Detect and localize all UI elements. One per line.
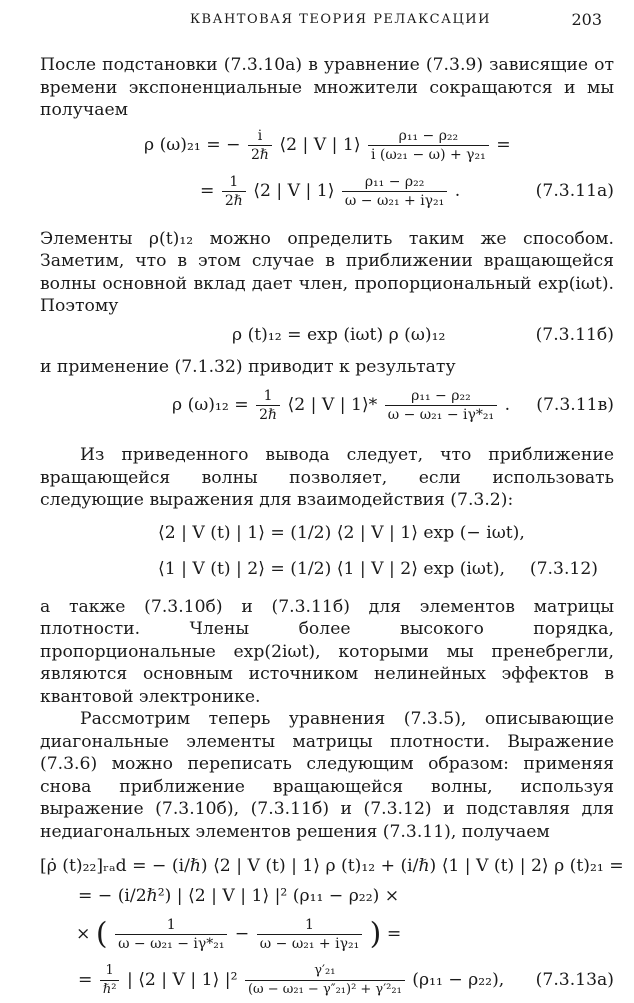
equation-number: (7.3.11a) [535, 180, 614, 201]
equation-7-3-11a-line-1 [40, 122, 614, 168]
eq-text: ⟨2 | V | 1⟩* [287, 395, 378, 415]
equation-7-3-11v [40, 382, 614, 428]
equation-number: (7.3.13a) [535, 970, 614, 990]
eq-text: ⟨2 | V | 1⟩ [279, 134, 361, 155]
eq-fraction: $\frac{1}{\text{ω − ω₂₁ + iγ₂₁}}$ [257, 916, 362, 953]
eq-fraction: $\frac{\text{γ′₂₁}}{\text{(ω − ω₂₁ − γ″₂₁)² + γ′²₂₁}}$ [245, 962, 405, 999]
page-number: 203 [571, 10, 602, 29]
paragraph-5: а также (7.3.10б) и (7.3.11б) для элементов матрицы плотности. Члены более высокого порядка, пропорциональные exp(2iωt), которыми мы пренебрегли, являются основным источником нелинейных эффектов в квантовой электронике. [40, 596, 614, 707]
eq-fraction: $\frac{1}{\text{2ℏ}}$ [256, 387, 280, 424]
eq-text: [ρ̇ (t)₂₂]ᵣₐd = − (i/ℏ) ⟨2 | V (t) | 1⟩ ρ (t)₁₂ + (i/ℏ) ⟨1 | V (t) | 2⟩ ρ (t)₂₁ = [40, 856, 624, 876]
equation-number: (7.3.11в) [536, 395, 614, 415]
eq-text: = [200, 180, 215, 201]
eq-fraction: $\frac{\text{ρ₁₁ − ρ₂₂}}{\text{ω − ω₂₁ + iγ₂₁}}$ [342, 173, 447, 210]
paragraph-4: Из приведенного вывода следует, что приближение вращающейся волны позволяет, если использовать следующие выражения для взаимодействия (7.3.2): [40, 445, 614, 510]
equation-number: (7.3.11б) [535, 324, 614, 345]
eq-fraction: $\frac{1}{\text{ℏ²}}$ [100, 962, 120, 999]
eq-text: = [78, 970, 93, 990]
eq-text: ⟨2 | V (t) | 1⟩ = (1/2) ⟨2 | V | 1⟩ exp (− iωt), [158, 522, 525, 543]
equation-7-3-12-line-1 [40, 518, 614, 548]
equation-number: (7.3.12) [529, 558, 598, 579]
eq-text: | ⟨2 | V | 1⟩ |² [126, 970, 238, 990]
equation-7-3-11b [40, 320, 614, 350]
eq-text: (ρ₁₁ − ρ₂₂), [412, 970, 505, 990]
eq-text: ρ (ω)₂₁ = − [144, 134, 241, 155]
eq-fraction: $\frac{i}{\text{2ℏ}}$ [248, 127, 272, 164]
eq-text: = − (i/2ℏ²) | ⟨2 | V | 1⟩ |² (ρ₁₁ − ρ₂₂) × [78, 886, 400, 906]
page-header [40, 10, 610, 34]
eq-fraction: $\frac{1}{\text{ω − ω₂₁ − iγ*₂₁}}$ [115, 916, 227, 953]
paragraph-2: Элементы ρ(t)₁₂ можно определить таким же способом. Заметим, что в этом случае в приближении вращающейся волны основной вклад дает член, пропорциональный exp(iωt). Поэтому [40, 228, 614, 316]
eq-text: × [76, 924, 91, 944]
eq-fraction: $\frac{\text{ρ₁₁ − ρ₂₂}}{\text{ω − ω₂₁ − iγ*₂₁}}$ [385, 387, 497, 424]
eq-text: − [234, 924, 250, 944]
equation-7-3-12-line-2 [40, 554, 614, 584]
eq-fraction: $\frac{\text{ρ₁₁ − ρ₂₂}}{\text{i (ω₂₁ − ω) + γ₂₁}}$ [368, 127, 489, 164]
eq-text: ⟨1 | V (t) | 2⟩ = (1/2) ⟨1 | V | 2⟩ exp (iωt), [158, 558, 505, 579]
equation-7-3-13a-line-1 [40, 851, 624, 881]
eq-text: . [454, 180, 461, 201]
eq-text: ⟨2 | V | 1⟩ [253, 180, 335, 201]
eq-fraction: $\frac{1}{\text{2ℏ}}$ [222, 173, 246, 210]
equation-7-3-13a-line-2 [40, 881, 614, 911]
eq-bracket: ( [95, 916, 108, 952]
equation-7-3-13a-line-3 [40, 911, 614, 957]
page-body [40, 54, 624, 1003]
paragraph-3: и применение (7.1.32) приводит к результату [40, 356, 456, 377]
equation-7-3-11a-line-2 [40, 168, 614, 214]
eq-text: ρ (t)₁₂ = exp (iωt) ρ (ω)₁₂ [232, 324, 446, 345]
eq-text: ρ (ω)₁₂ = [172, 395, 249, 415]
eq-text: = [496, 134, 511, 155]
paragraph-1: После подстановки (7.3.10a) в уравнение (7.3.9) зависящие от времени экспоненциальные множители сокращаются и мы получаем [40, 55, 614, 120]
eq-text: = [386, 924, 402, 944]
equation-7-3-13a-line-4 [40, 957, 614, 1003]
paragraph-6: Рассмотрим теперь уравнения (7.3.5), описывающие диагональные элементы матрицы плотности. Выражение (7.3.6) можно переписать следующим образом: применяя снова приближение вращающейся волны, используя выражение (7.3.10б), (7.3.11б) и (7.3.12) и подставляя для недиагональных элементов решения (7.3.11), получаем [40, 709, 614, 842]
eq-bracket: ) [369, 916, 382, 952]
running-title: КВАНТОВАЯ ТЕОРИЯ РЕЛАКСАЦИИ [190, 12, 491, 27]
eq-text: . [504, 395, 511, 415]
